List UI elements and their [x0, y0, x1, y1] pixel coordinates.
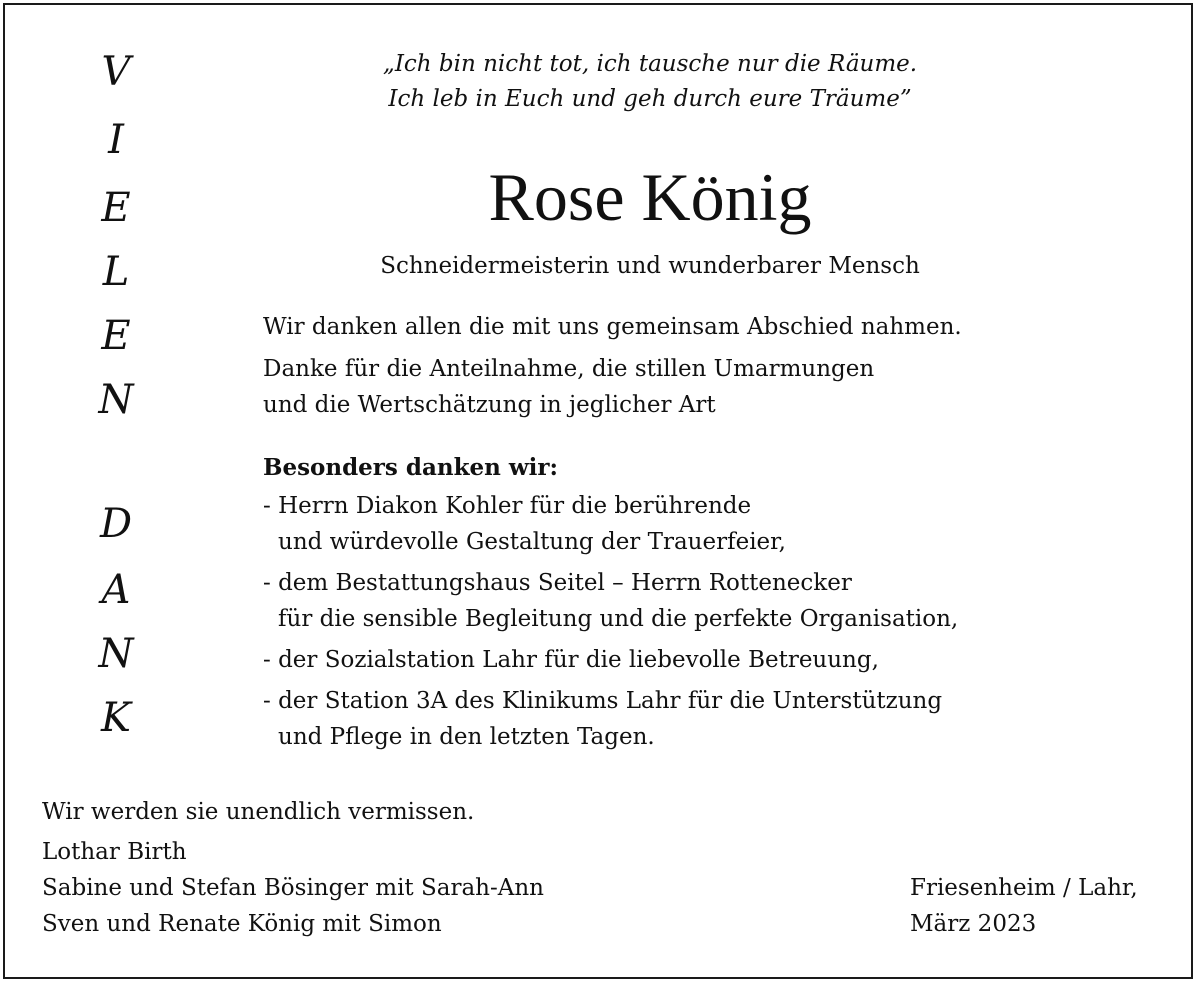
side-letter: N [98, 631, 134, 677]
side-letter: L [102, 249, 130, 295]
special-thanks-item [263, 683, 1123, 755]
item-line: - dem Bestattungshaus Seitel – Herrn Rottenecker [263, 570, 852, 596]
thanks-line: Danke für die Anteilnahme, die stillen Umarmungen [263, 356, 875, 382]
place-date-block [910, 870, 1170, 942]
thanks-line: und die Wertschätzung in jeglicher Art [263, 392, 716, 418]
memorial-quote [250, 47, 1050, 117]
side-letter: E [101, 185, 131, 231]
quote-line: Ich leb in Euch und geh durch eure Träume” [388, 86, 912, 112]
closing-block [42, 794, 682, 942]
special-thanks-item [263, 642, 1123, 678]
quote-line: „Ich bin nicht tot, ich tausche nur die Räume. [382, 51, 918, 77]
side-letter: K [101, 695, 131, 741]
thanks-intro [263, 309, 1123, 345]
item-line: und würdevolle Gestaltung der Trauerfeier, [278, 529, 786, 555]
closing-line: Wir werden sie unendlich vermissen. [42, 799, 475, 825]
date: März 2023 [910, 911, 1037, 937]
side-letter: D [99, 501, 133, 547]
side-letter: V [101, 49, 131, 95]
thanks-line: Wir danken allen die mit uns gemeinsam Abschied nahmen. [263, 314, 962, 340]
special-thanks [263, 450, 1123, 755]
side-letter: E [101, 313, 131, 359]
item-line: für die sensible Begleitung und die perfekte Organisation, [278, 606, 959, 632]
signer-name: Sabine und Stefan Bösinger mit Sarah-Ann [42, 875, 544, 901]
deceased-description: Schneidermeisterin und wunderbarer Mensch [380, 253, 920, 279]
special-thanks-item [263, 565, 1123, 637]
side-letter: N [98, 377, 134, 423]
item-line: - Herrn Diakon Kohler für die berührende [263, 493, 752, 519]
side-letter: I [108, 117, 124, 163]
signer-name: Sven und Renate König mit Simon [42, 911, 442, 937]
item-line: - der Station 3A des Klinikums Lahr für die Unterstützung [263, 688, 943, 714]
deceased-name: Rose König [488, 159, 812, 235]
place: Friesenheim / Lahr, [910, 875, 1138, 901]
special-thanks-item [263, 488, 1123, 560]
item-line: und Pflege in den letzten Tagen. [278, 724, 655, 750]
thanks-details [263, 351, 1123, 423]
special-thanks-heading: Besonders danken wir: [263, 454, 559, 481]
signer-name: Lothar Birth [42, 839, 187, 865]
item-line: - der Sozialstation Lahr für die liebevolle Betreuung, [263, 647, 879, 673]
side-letter: A [101, 567, 131, 613]
